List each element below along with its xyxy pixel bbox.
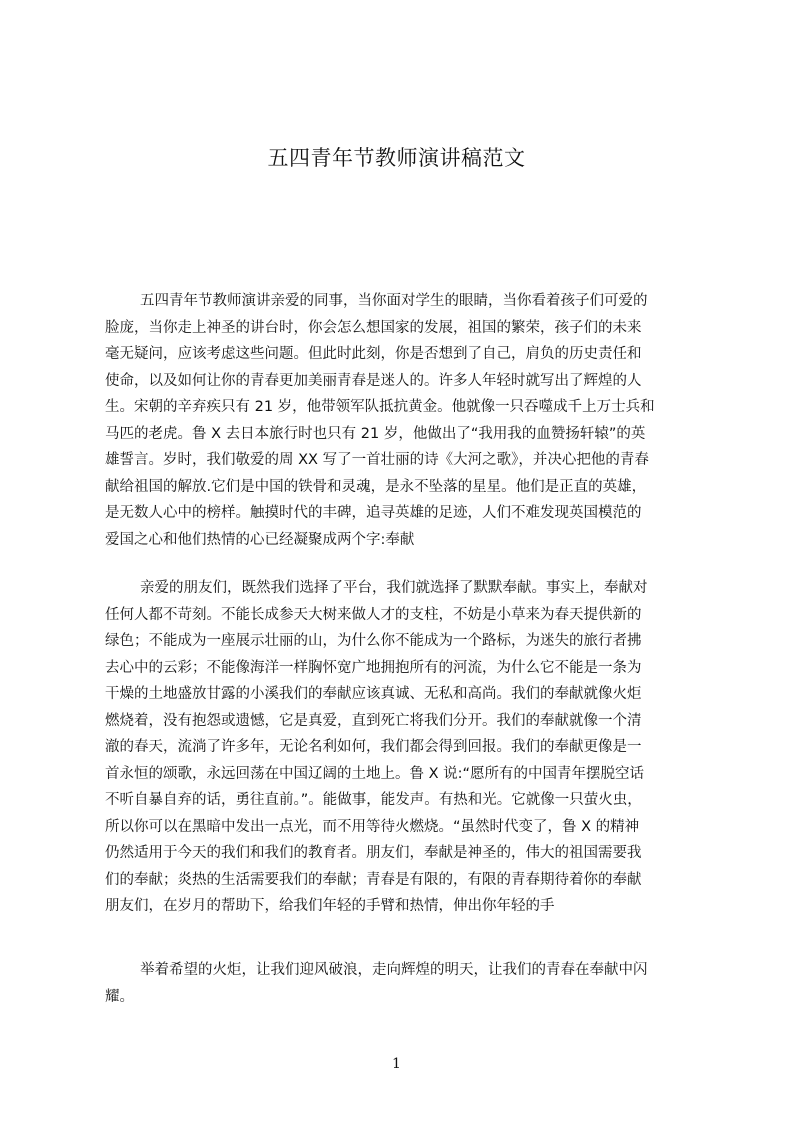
paragraph-line: 们的奉献；炎热的生活需要我们的奉献；青春是有限的，有限的青春期待着你的奉献: [105, 871, 642, 888]
paragraph-line: 马匹的老虎。鲁 X 去日本旅行时也只有 21 岁，他做出了“我用我的血赞扬轩辕”的英: [105, 425, 646, 442]
paragraph-line: 耀。: [105, 988, 134, 1005]
paragraph-line: 不听自暴自弃的话，勇往直前。”。能做事，能发声。有热和光。它就像一只萤火虫，: [105, 792, 642, 808]
paragraph-line: 干燥的土地盛放甘露的小溪我们的奉献应该真诚、无私和高尚。我们的奉献就像火炬: [105, 686, 642, 702]
paragraph-line: 燃烧着，没有抱怨或遗憾，它是真爱，直到死亡将我们分开。我们的奉献就像一个清: [105, 712, 642, 729]
paragraph-line: 举着希望的火炬，让我们迎风破浪，走向辉煌的明天，让我们的青春在奉献中闪: [140, 962, 648, 978]
paragraph-2: [105, 575, 697, 920]
paragraph-line: 亲爱的朋友们，既然我们选择了平台，我们就选择了默默奉献。事实上，奉献对: [140, 580, 648, 596]
paragraph-1: [105, 288, 697, 553]
paragraph-line: 献给祖国的解放.它们是中国的铁骨和灵魂，是永不坠落的星星。他们是正直的英雄，: [105, 478, 647, 495]
paragraph-line: 去心中的云彩；不能像海洋一样胸怀宽广地拥抱所有的河流，为什么它不能是一条为: [105, 659, 642, 676]
paragraph-3: [105, 957, 697, 1010]
paragraph-line: 澈的春天，流淌了许多年，无论名利如何，我们都会得到回报。我们的奉献更像是一: [105, 739, 642, 755]
paragraph-line: 脸庞，当你走上神圣的讲台时，你会怎么想国家的发展，祖国的繁荣，孩子们的未来: [105, 319, 642, 336]
paragraph-line: 首永恒的颂歌，永远回荡在中国辽阔的土地上。鲁 X 说:“愿所有的中国青年摆脱空话: [105, 765, 645, 782]
paragraph-line: 生。宋朝的辛弃疾只有 21 岁，他带领军队抵抗黄金。他就像一只吞噬成千上万士兵和: [105, 399, 655, 415]
paragraph-line: 是无数人心中的榜样。触摸时代的丰碑，追寻英雄的足迹，人们不难发现英国模范的: [105, 505, 642, 521]
paragraph-line: 使命，以及如何让你的青春更加美丽青春是迷人的。许多人年轻时就写出了辉煌的人: [105, 372, 642, 389]
paragraph-line: 朋友们，在岁月的帮助下，给我们年轻的手臂和热情，伸出你年轻的手: [105, 898, 555, 914]
paragraph-line: 毫无疑问，应该考虑这些问题。但此时此刻，你是否想到了自己，肩负的历史责任和: [105, 346, 642, 362]
paragraph-line: 仍然适用于今天的我们和我们的教育者。朋友们，奉献是神圣的，伟大的祖国需要我: [105, 845, 642, 861]
paragraph-line: 五四青年节教师演讲亲爱的同事，当你面对学生的眼睛，当你看着孩子们可爱的: [140, 293, 648, 309]
paragraph-line: 雄誓言。岁时，我们敬爱的周 XX 写了一首壮丽的诗《大河之歌》，并决心把他的青春: [105, 452, 649, 468]
document-title: 五四青年节教师演讲稿范文: [267, 146, 526, 170]
paragraph-line: 所以你可以在黑暗中发出一点光，而不用等待火燃烧。“虽然时代变了，鲁 X 的精神: [105, 818, 640, 835]
paragraph-line: 任何人都不苛刻。不能长成参天大树来做人才的支柱，不妨是小草来为春天提供新的: [105, 606, 642, 623]
paragraph-line: 爱国之心和他们热情的心已经凝聚成两个字:奉献: [105, 531, 415, 548]
paragraph-line: 绿色；不能成为一座展示壮丽的山，为什么你不能成为一个路标，为迷失的旅行者拂: [105, 633, 642, 649]
page-number: 1: [392, 1056, 401, 1072]
